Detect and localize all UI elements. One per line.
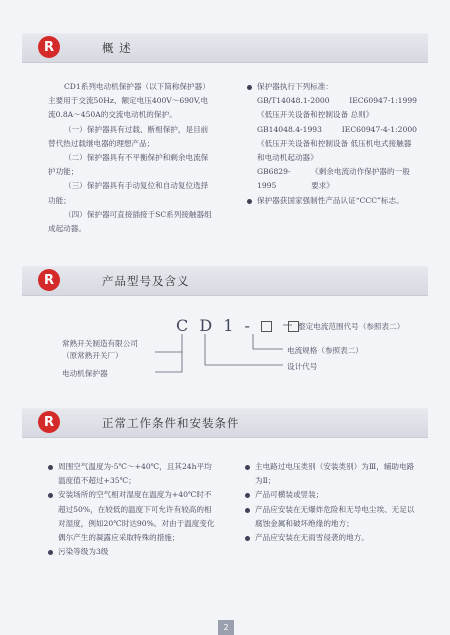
section-title-model: 产品型号及含义 [102, 274, 190, 288]
ccc-bullet: 保护器获国家强制性产品认证“CCC”标志。 [247, 194, 417, 208]
model-code: C D 1 - [176, 316, 299, 335]
bullet-icon [48, 493, 53, 498]
bullet-icon [245, 508, 250, 513]
standard-title: 《低压开关设备和控制设备 总则》 [257, 110, 374, 120]
overview-intro: CD1系列电动机保护器（以下简称保护器）主要用于交流50Hz、额定电压400V～690V,电流0.8A～450A的交流电动机的保护。 [48, 82, 210, 120]
list-item: 产品可横装或竖装； [245, 488, 417, 502]
label-design-code: 设计代号 [287, 362, 318, 371]
label-current-spec: 电流规格（参照表二） [287, 346, 363, 355]
overview-feature-3: （三）保护器具有手动复位和自动复位选择功能； [48, 181, 209, 205]
list-item: 产品应安装在无爆炸危险和无导电尘埃、无足以腐蚀金属和破坏绝缘的地方； [245, 503, 417, 531]
section-title-conditions: 正常工作条件和安装条件 [102, 416, 240, 430]
conditions-right-list [245, 460, 417, 545]
overview-feature-1: （一）保护器具有过载、断相保护，是目前替代热过载继电器的理想产品； [48, 124, 209, 148]
standards-bullet: 保护器执行下列标准： [247, 80, 417, 94]
bullet-icon [245, 493, 250, 498]
page-number: 2 [218, 620, 234, 635]
bullet-icon [48, 550, 53, 555]
label-current-range: 整定电流范围代号（参照表二） [298, 322, 405, 331]
bullet-icon [245, 465, 250, 470]
overview-feature-4: （四）保护器可直接插接于SC系列接触器组成起动器。 [48, 209, 212, 234]
standard-row: GB14048.4-1993 IEC60947-4-1:2000 [257, 124, 417, 134]
list-item: 主电路过电压类别（安装类别）为Ⅲ，辅助电路为Ⅱ； [245, 460, 417, 488]
label-product: 电动机保护器 [62, 369, 108, 378]
overview-feature-2: （二）保护器具有不平衡保护和剩余电流保护功能； [48, 153, 209, 177]
list-item: 安装场所的空气相对湿度在温度为+40℃时不超过50%，在较低的温度下可允许有较高的相对湿度，例如20℃时达90%。对由于温度变化偶尔产生的凝露应采取特殊的措施； [48, 488, 218, 545]
label-maker: 常熟开关制造有限公司 [62, 339, 138, 348]
standard-row: GB/T14048.1-2000 IEC60947-1:1999 [257, 96, 417, 106]
standard-title: 《低压开关设备和控制设备 低压机电式接触器和电动机起动器》 [257, 138, 412, 163]
bullet-icon [245, 536, 250, 541]
list-item: 污染等级为3级 [48, 545, 218, 559]
section-title-overview: 概 述 [102, 41, 132, 55]
list-item: 产品应安装在无雨雪侵袭的地方。 [245, 531, 417, 545]
label-maker-former: （原常熟开关厂） [62, 351, 123, 360]
company-logo-icon: R [38, 411, 60, 433]
standard-row: GB6829-1995 《剩余电流动作保护器的一般要求》 [257, 167, 410, 191]
company-logo-icon: R [38, 269, 60, 291]
bullet-icon [48, 465, 53, 470]
company-logo-icon: R [38, 36, 60, 58]
list-item: 周围空气温度为-5℃～+40℃，且其24h平均温度值不超过+35℃； [48, 460, 218, 488]
conditions-left-list [48, 460, 218, 559]
